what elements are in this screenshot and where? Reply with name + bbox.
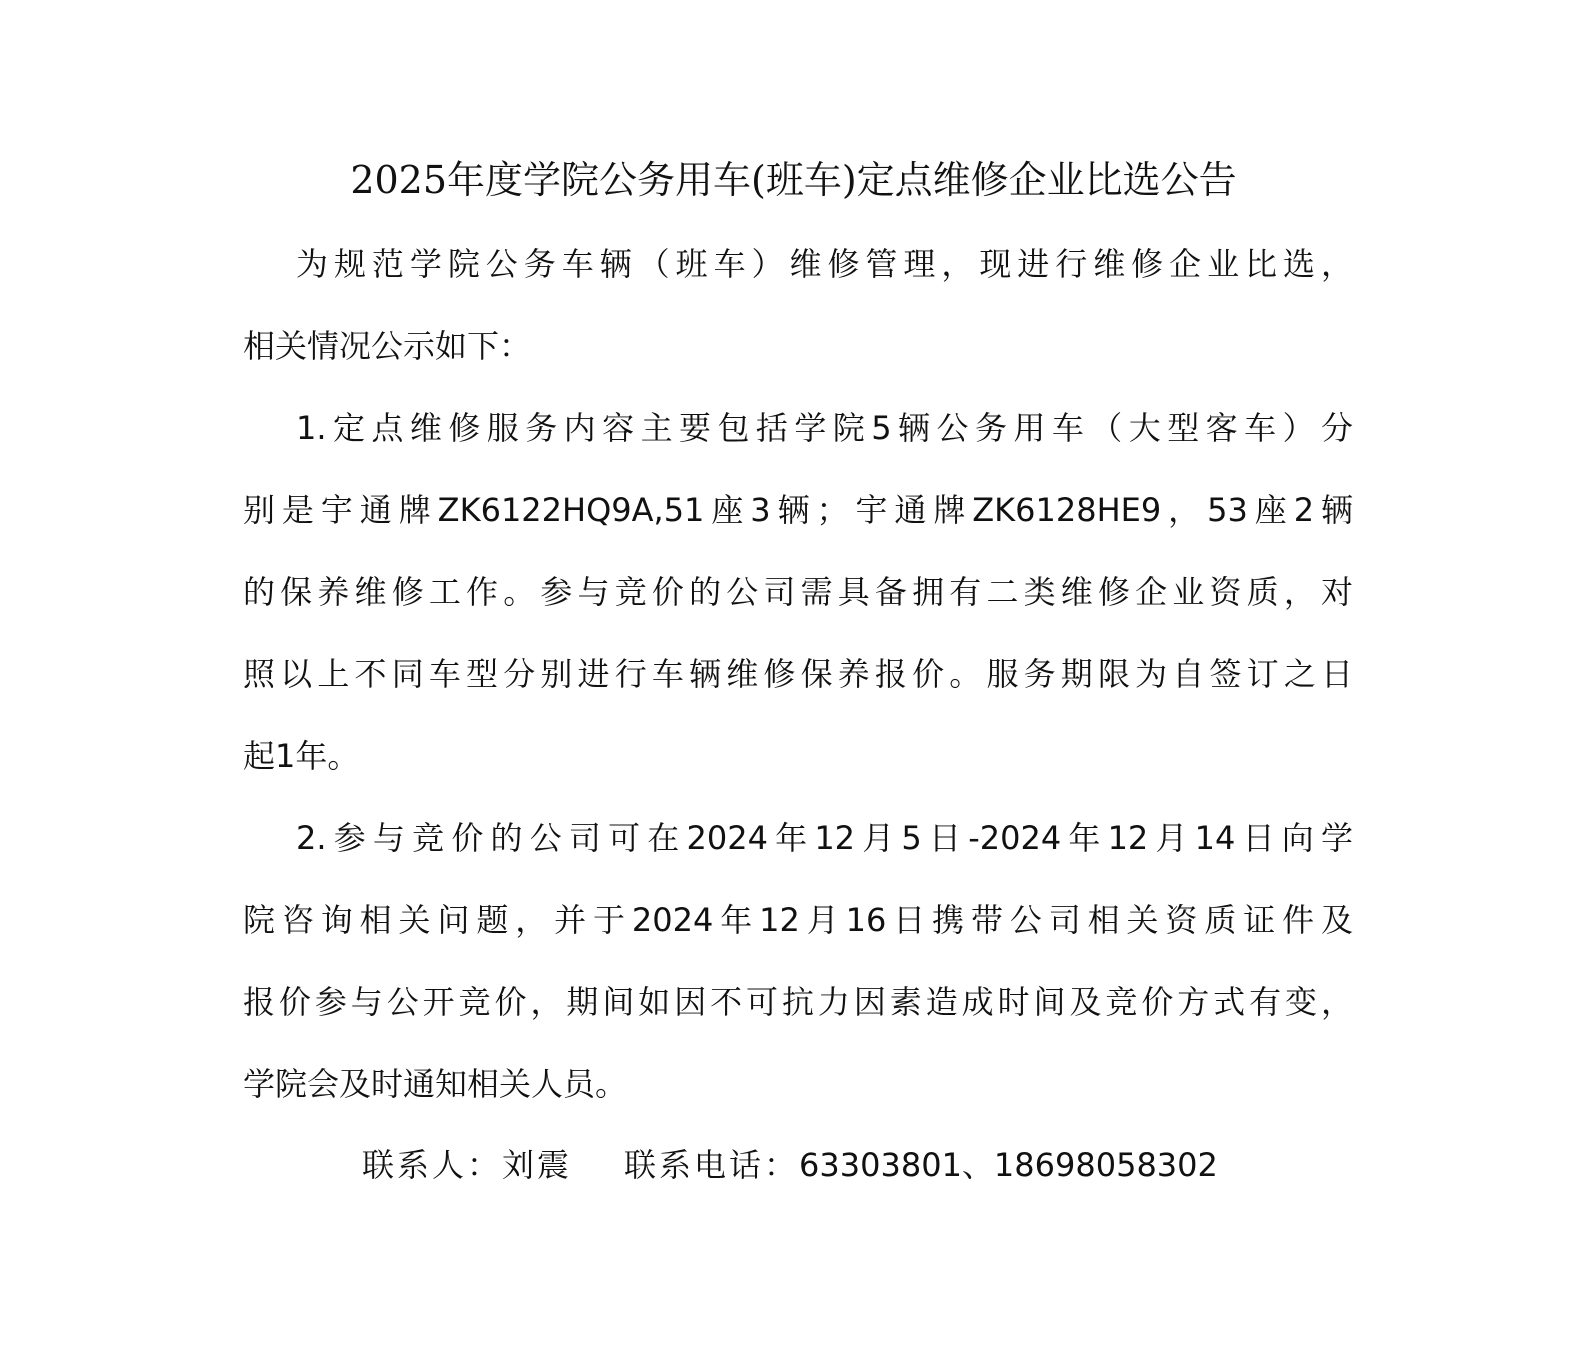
contact-phone-label: 联系电话：	[624, 1146, 800, 1184]
paragraph-line: 2.参与竞价的公司可在2024年12月5日-2024年12月14日向学	[296, 819, 1353, 857]
paragraph-line: 为规范学院公务车辆（班车）维修管理，现进行维修企业比选，	[296, 245, 1353, 283]
paragraph-line: 学院会及时通知相关人员。	[243, 1065, 628, 1103]
paragraph-line: 照以上不同车型分别进行车辆维修保养报价。服务期限为自签订之日	[243, 655, 1353, 693]
contact-person-label: 联系人：	[362, 1146, 503, 1184]
paragraph-line: 别是宇通牌ZK6122HQ9A,51座3辆；宇通牌ZK6128HE9，53座2辆	[243, 491, 1353, 529]
paragraph-line: 报价参与公开竞价，期间如因不可抗力因素造成时间及竞价方式有变，	[243, 983, 1353, 1021]
paragraph-line: 的保养维修工作。参与竞价的公司需具备拥有二类维修企业资质，对	[243, 573, 1353, 611]
paragraph-line: 相关情况公示如下：	[243, 327, 532, 365]
contact-person-name: 刘震	[502, 1146, 573, 1184]
paragraph-line: 起1年。	[243, 737, 360, 775]
contact-line	[362, 1139, 1218, 1191]
contact-phone-numbers: 63303801、18698058302	[799, 1146, 1218, 1184]
paragraph-line: 院咨询相关问题，并于2024年12月16日携带公司相关资质证件及	[243, 901, 1353, 939]
document-title: 2025年度学院公务用车(班车)定点维修企业比选公告	[350, 158, 1237, 202]
paragraph-line: 1.定点维修服务内容主要包括学院5辆公务用车（大型客车）分	[296, 409, 1353, 447]
